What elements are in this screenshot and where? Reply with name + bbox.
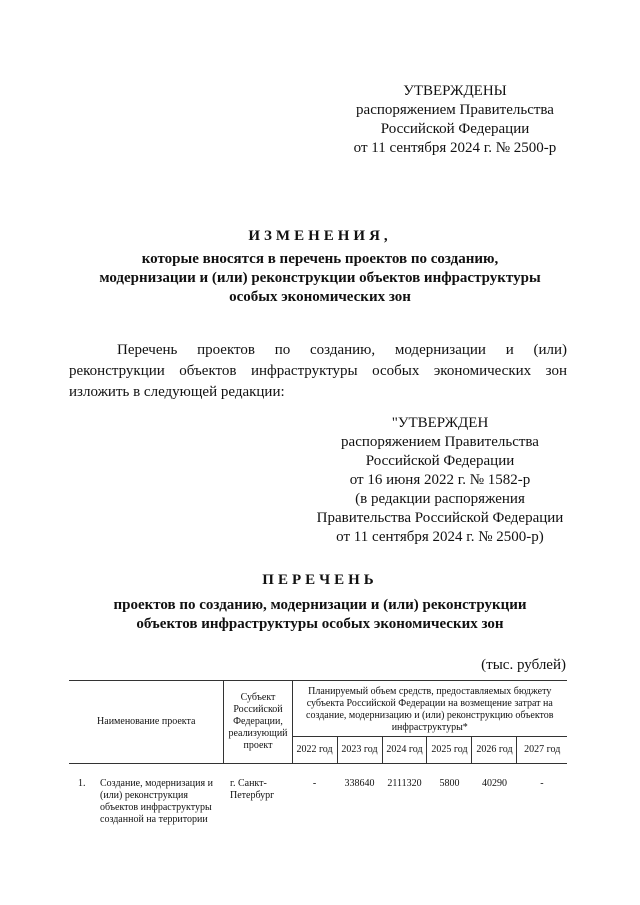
- list-subtitle-line1: проектов по созданию, модернизации и (или) реконструкции: [113, 597, 527, 613]
- paragraph-line3: изложить в следующей редакции:: [69, 384, 285, 400]
- paragraph-line2: реконструкции объектов инфраструктуры особых экономических зон: [69, 363, 567, 379]
- header-project-name: Наименование проекта: [69, 681, 224, 764]
- changes-title: ИЗМЕНЕНИЯ,: [248, 228, 392, 244]
- row-value-2026: 40290: [481, 778, 507, 789]
- year-2022: 2022 год: [292, 737, 337, 764]
- row-value-2023: 338640: [344, 778, 375, 789]
- changes-subtitle-line3: особых экономических зон: [229, 289, 411, 305]
- year-2023: 2023 год: [337, 737, 382, 764]
- approval-top-line4: от 11 сентября 2024 г. № 2500-р: [353, 140, 557, 156]
- approval-inner-line7: от 11 сентября 2024 г. № 2500-р): [336, 529, 544, 545]
- year-2024: 2024 год: [382, 737, 427, 764]
- paragraph-line1: Перечень проектов по созданию, модернизации и (или): [117, 342, 567, 358]
- list-title: ПЕРЕЧЕНЬ: [262, 572, 378, 588]
- year-2025: 2025 год: [427, 737, 472, 764]
- row-value-2022: -: [312, 778, 317, 789]
- changes-subtitle-line2: модернизации и (или) реконструкции объектов инфраструктуры: [99, 270, 541, 286]
- row-project-name: Создание, модернизация и (или) реконструкция объектов инфраструктуры созданной на территории: [100, 778, 213, 825]
- row-value-2024: 2111320: [387, 778, 422, 789]
- table-row: [69, 764, 567, 828]
- row-project-cell: [69, 764, 224, 828]
- changes-subtitle-line1: которые вносятся в перечень проектов по созданию,: [141, 251, 499, 267]
- approval-top-line3: Российской Федерации: [380, 121, 530, 137]
- approval-stamp-inner: [300, 414, 580, 547]
- row-number: 1.: [78, 778, 86, 789]
- approval-inner-line6: Правительства Российской Федерации: [316, 510, 564, 526]
- approval-inner-line5: (в редакции распоряжения: [355, 491, 525, 507]
- projects-table: [69, 680, 567, 827]
- row-value-2025: 5800: [439, 778, 460, 789]
- row-subject: г. Санкт-Петербург: [229, 778, 275, 801]
- row-value-2027: -: [540, 778, 544, 789]
- approval-top-line2: распоряжением Правительства: [356, 102, 554, 118]
- intro-paragraph: [69, 340, 567, 403]
- list-subtitle-line2: объектов инфраструктуры особых экономических зон: [136, 616, 504, 632]
- approval-inner-line3: Российской Федерации: [365, 453, 515, 469]
- units-label: (тыс. рублей): [481, 657, 566, 673]
- changes-subtitle: [60, 250, 580, 307]
- year-2027: 2027 год: [517, 737, 567, 764]
- list-subtitle: [60, 596, 580, 634]
- year-2026: 2026 год: [472, 737, 517, 764]
- approval-inner-line4: от 16 июня 2022 г. № 1582-р: [349, 472, 531, 488]
- approval-top-line1: УТВЕРЖДЕНЫ: [403, 83, 507, 99]
- header-subject: Субъект Российской Федерации, реализующий проект: [224, 681, 292, 764]
- approval-stamp-top: [330, 82, 580, 158]
- header-planned-volume: Планируемый объем средств, предоставляемых бюджету субъекта Российской Федерации на возмещение затрат на создание, модернизацию и (или) реконструкцию объектов инфраструктуры*: [292, 681, 567, 737]
- approval-inner-line2: распоряжением Правительства: [341, 434, 539, 450]
- approval-inner-line1: "УТВЕРЖДЕН: [391, 415, 489, 431]
